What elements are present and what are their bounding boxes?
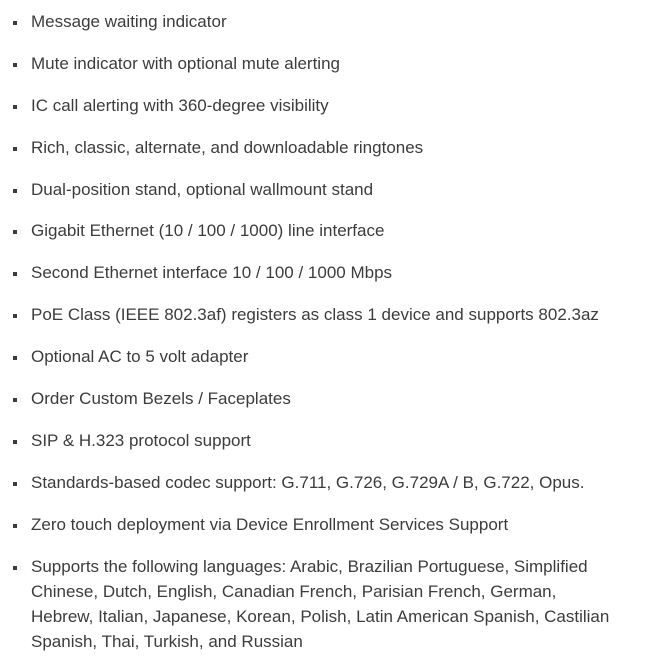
list-item-text: Rich, classic, alternate, and downloadable ringtones [31, 137, 424, 157]
list-item-text: Supports the following languages: Arabic, Brazilian Portuguese, Simplified Chinese, Dutch, English, Canadian French, Parisian French, German, Hebrew, Italian, Japanese, Korean, Polish, Latin American Spanish, Castilian Spanish, Thai, Turkish, and Russian [31, 556, 610, 651]
bullet-icon [13, 230, 17, 234]
list-item [0, 512, 650, 537]
feature-list [0, 9, 650, 654]
bullet-icon [13, 398, 17, 402]
list-item [0, 386, 650, 411]
list-item [0, 344, 650, 369]
list-item [0, 135, 650, 160]
list-item [0, 218, 650, 243]
bullet-icon [13, 356, 17, 360]
list-item-text: Standards-based codec support: G.711, G.726, G.729A / B, G.722, Opus. [31, 472, 585, 492]
list-item-text: IC call alerting with 360-degree visibility [31, 95, 329, 115]
bullet-icon [13, 189, 17, 193]
bullet-icon [13, 566, 17, 570]
list-item [0, 554, 650, 654]
list-item [0, 51, 650, 76]
list-item [0, 428, 650, 453]
bullet-icon [13, 524, 17, 528]
list-item-text: Optional AC to 5 volt adapter [31, 347, 249, 367]
bullet-icon [13, 314, 17, 318]
list-item [0, 9, 650, 34]
bullet-icon [13, 63, 17, 67]
bullet-icon [13, 272, 17, 276]
list-item-text: Message waiting indicator [31, 12, 227, 31]
list-item-text: Mute indicator with optional mute alerting [31, 53, 340, 73]
list-item-text: Zero touch deployment via Device Enrollment Services Support [31, 514, 509, 534]
list-item-text: Second Ethernet interface 10 / 100 / 1000 Mbps [31, 263, 393, 283]
list-item-text: Gigabit Ethernet (10 / 100 / 1000) line interface [31, 221, 385, 241]
bullet-icon [13, 21, 17, 25]
list-item [0, 177, 650, 202]
list-item-text: Dual-position stand, optional wallmount stand [31, 179, 374, 199]
list-item [0, 302, 650, 327]
list-item [0, 470, 650, 495]
bullet-icon [13, 440, 17, 444]
bullet-icon [13, 105, 17, 109]
list-item [0, 93, 650, 118]
list-item [0, 260, 650, 285]
list-item-text: SIP & H.323 protocol support [31, 430, 251, 450]
list-item-text: Order Custom Bezels / Faceplates [31, 389, 291, 409]
bullet-icon [13, 147, 17, 151]
list-item-text: PoE Class (IEEE 802.3af) registers as class 1 device and supports 802.3az [31, 305, 599, 325]
bullet-icon [13, 482, 17, 486]
